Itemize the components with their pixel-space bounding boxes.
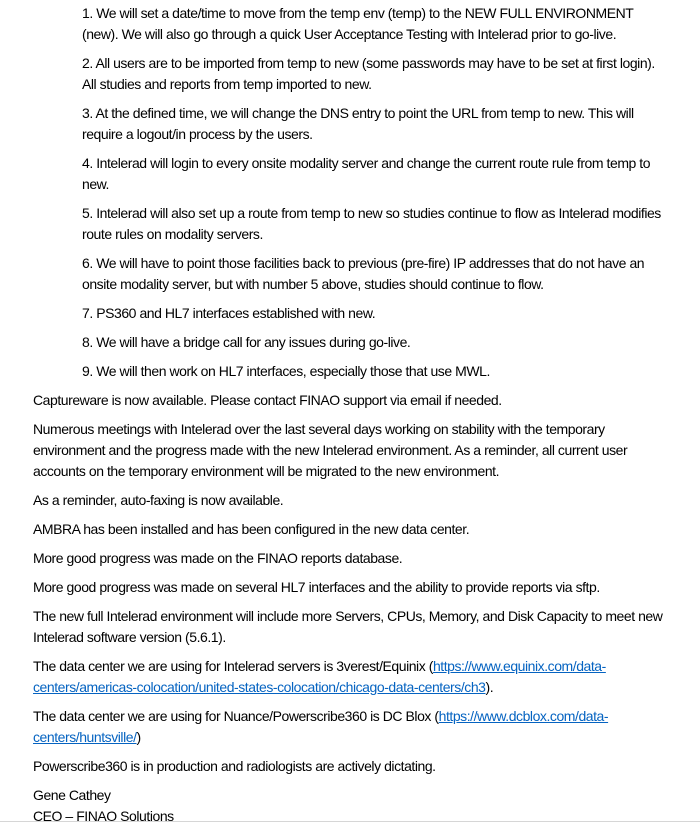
dcblox-text-before: The data center we are using for Nuance/Powerscribe360 is DC Blox ( bbox=[33, 708, 439, 724]
paragraph-dcblox-datacenter bbox=[33, 706, 667, 748]
numbered-list bbox=[33, 3, 667, 382]
numbered-item-1: 1. We will set a date/time to move from the temp env (temp) to the NEW FULL ENVIRONMENT (new). We will also go through a quick User Acceptance Testing with Intelerad prior to go-live. bbox=[82, 5, 634, 42]
numbered-item-3: 3. At the defined time, we will change the DNS entry to point the URL from temp to new. This will require a logout/in process by the users. bbox=[82, 105, 634, 142]
dcblox-link[interactable]: https://www.dcblox.com/data-centers/huntsville/ bbox=[33, 708, 609, 745]
numbered-item-5: 5. Intelerad will also set up a route from temp to new so studies continue to flow as Intelerad modifies route rules on modality servers. bbox=[82, 205, 661, 242]
paragraph-captureware: Captureware is now available. Please contact FINAO support via email if needed. bbox=[33, 392, 502, 408]
numbered-item-2: 2. All users are to be imported from temp to new (some passwords may have to be set at first login). All studies and reports from temp imported to new. bbox=[82, 55, 655, 92]
equinix-text-after: ). bbox=[485, 679, 494, 695]
numbered-item-9: 9. We will then work on HL7 interfaces, especially those that use MWL. bbox=[82, 363, 490, 379]
paragraph-auto-faxing: As a reminder, auto-faxing is now available. bbox=[33, 492, 284, 508]
paragraph-ambra: AMBRA has been installed and has been configured in the new data center. bbox=[33, 521, 470, 537]
equinix-link[interactable]: https://www.equinix.com/data-centers/americas-colocation/united-states-colocation/chicago-data-centers/ch3 bbox=[33, 658, 606, 695]
numbered-item-8: 8. We will have a bridge call for any issues during go-live. bbox=[82, 334, 411, 350]
paragraph-equinix-datacenter bbox=[33, 656, 667, 698]
signature-title: CEO – FINAO Solutions bbox=[33, 808, 174, 824]
paragraph-new-environment: The new full Intelerad environment will include more Servers, CPUs, Memory, and Disk Capacity to meet new Intelerad software version (5.6.1). bbox=[33, 608, 663, 645]
paragraph-finao-reports: More good progress was made on the FINAO reports database. bbox=[33, 550, 403, 566]
paragraph-meetings: Numerous meetings with Intelerad over the last several days working on stability with the temporary environment and the progress made with the new Intelerad environment. As a reminder, all current user accounts on the temporary environment will be migrated to the new environment. bbox=[33, 421, 628, 479]
numbered-item-7: 7. PS360 and HL7 interfaces established with new. bbox=[82, 305, 376, 321]
equinix-text-before: The data center we are using for Intelerad servers is 3verest/Equinix ( bbox=[33, 658, 433, 674]
dcblox-text-after: ) bbox=[136, 729, 141, 745]
numbered-item-6: 6. We will have to point those facilities back to previous (pre-fire) IP addresses that do not have an onsite modality server, but with number 5 above, studies should continue to flow. bbox=[82, 255, 645, 292]
numbered-item-4: 4. Intelerad will login to every onsite modality server and change the current route rule from temp to new. bbox=[82, 155, 651, 192]
paragraph-powerscribe: Powerscribe360 is in production and radiologists are actively dictating. bbox=[33, 758, 436, 774]
signature-name: Gene Cathey bbox=[33, 787, 111, 803]
paragraph-hl7-sftp: More good progress was made on several HL7 interfaces and the ability to provide reports via sftp. bbox=[33, 579, 600, 595]
